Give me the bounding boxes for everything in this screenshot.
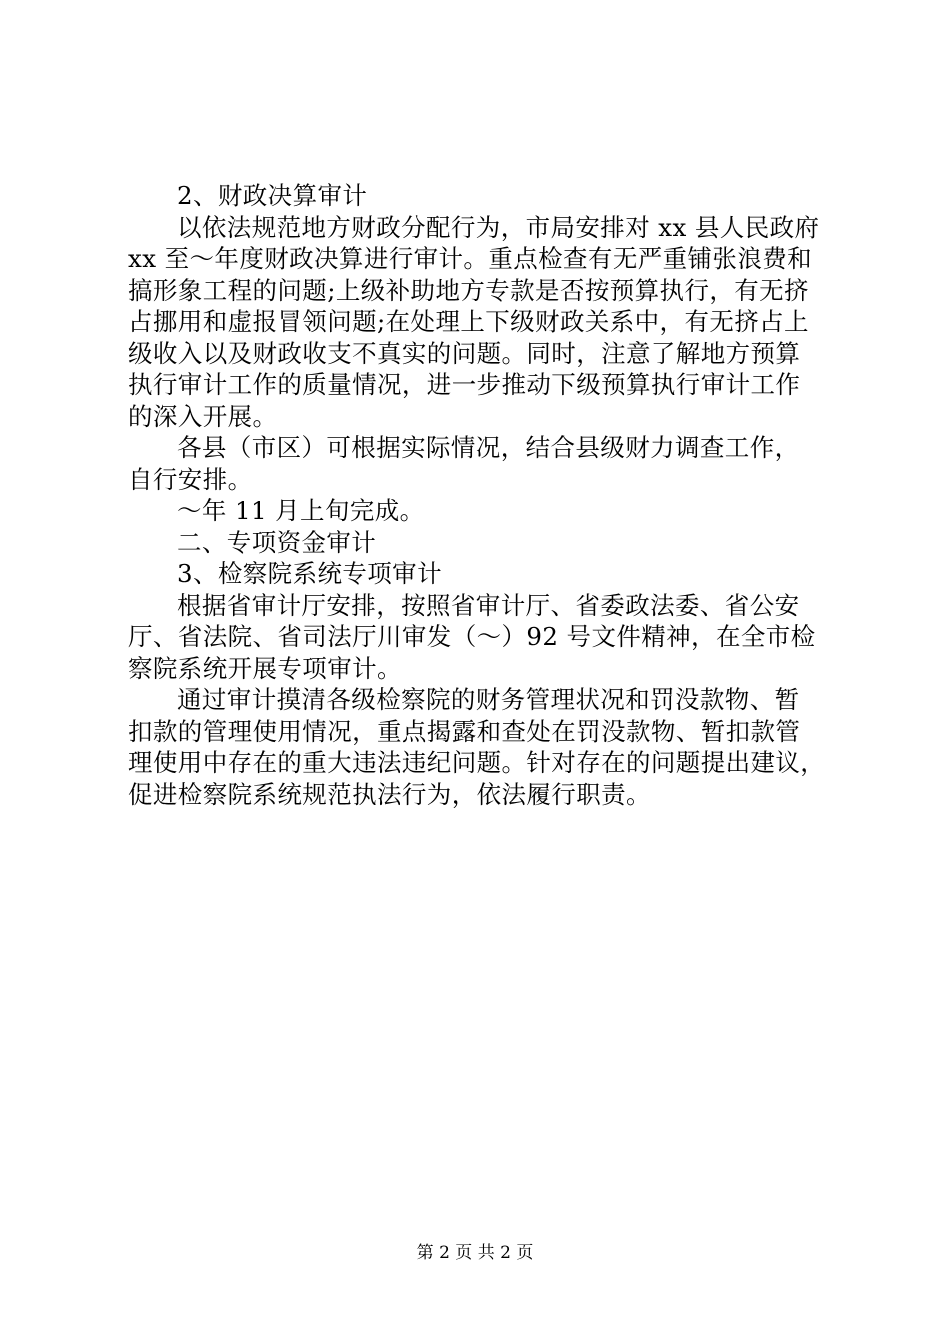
text-line: 搞形象工程的问题;上级补助地方专款是否按预算执行，有无挤: [128, 275, 809, 305]
text-line: 占挪用和虚报冒领问题;在处理上下级财政关系中，有无挤占上: [128, 307, 809, 336]
text-line: 促进检察院系统规范执法行为，依法履行职责。: [128, 779, 651, 809]
text-line: ～年 11 月上旬完成。: [177, 496, 425, 525]
text-line: 理使用中存在的重大违法违纪问题。针对存在的问题提出建议，: [128, 748, 826, 777]
text-line: 察院系统开展专项审计。: [128, 653, 402, 683]
text-line: 2、财政决算审计: [177, 181, 368, 210]
section-heading: 二、专项资金审计: [177, 527, 377, 557]
text-line: 级收入以及财政收支不真实的问题。同时，注意了解地方预算: [128, 338, 801, 368]
page-number-label: 第 2 页 共 2 页: [416, 1243, 534, 1263]
text-line: xx 至～年度财政决算进行审计。重点检查有无严重铺张浪费和: [128, 244, 813, 273]
subsection-heading: 3、检察院系统专项审计: [177, 559, 442, 588]
page-footer: [0, 1241, 950, 1265]
text-line: 根据省审计厅安排，按照省审计厅、省委政法委、省公安: [177, 590, 800, 620]
text-line: 自行安排。: [128, 464, 253, 494]
text-line: 执行审计工作的质量情况，进一步推动下级预算执行审计工作: [128, 370, 801, 399]
text-line: 以依法规范地方财政分配行为，市局安排对 xx 县人民政府: [177, 212, 820, 242]
text-line: 扣款的管理使用情况，重点揭露和查处在罚没款物、暂扣款管: [128, 716, 801, 746]
text-line: 的深入开展。: [128, 401, 278, 431]
text-line: 通过审计摸清各级检察院的财务管理状况和罚没款物、暂: [177, 685, 800, 714]
text-line: 各县（市区）可根据实际情况，结合县级财力调查工作，: [177, 433, 800, 462]
document-body: [128, 180, 828, 810]
text-line: 厅、省法院、省司法厅川审发（～）92 号文件精神，在全市检: [128, 622, 816, 651]
